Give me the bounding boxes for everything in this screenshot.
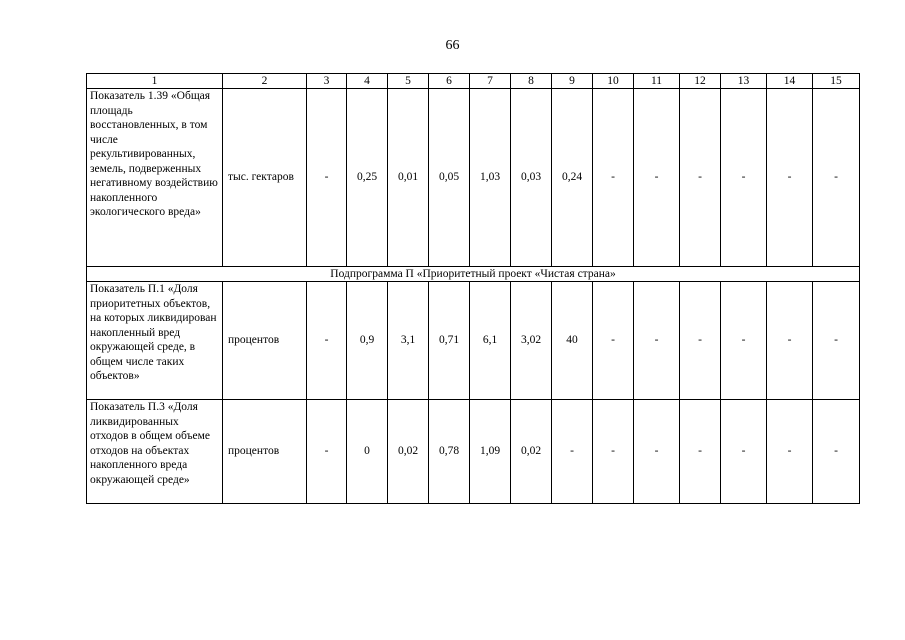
value-cell: - <box>680 400 721 504</box>
column-number-cell: 12 <box>680 74 721 89</box>
value-cell: - <box>634 400 680 504</box>
value-cell: 0,9 <box>347 282 388 400</box>
value-cell: - <box>593 282 634 400</box>
column-number-cell: 11 <box>634 74 680 89</box>
section-row <box>87 267 860 282</box>
indicators-table <box>86 73 860 504</box>
value-cell: - <box>307 400 347 504</box>
value-cell: - <box>767 282 813 400</box>
section-title: Подпрограмма П «Приоритетный проект «Чистая страна» <box>87 267 860 282</box>
column-number-cell: 10 <box>593 74 634 89</box>
table-row <box>87 282 860 400</box>
value-cell: - <box>813 400 860 504</box>
value-cell: 0,03 <box>511 89 552 267</box>
column-number-cell: 15 <box>813 74 860 89</box>
value-cell: 1,03 <box>470 89 511 267</box>
indicator-unit: тыс. гектаров <box>223 89 307 267</box>
value-cell: - <box>634 282 680 400</box>
column-number-cell: 1 <box>87 74 223 89</box>
column-number-cell: 5 <box>388 74 429 89</box>
value-cell: 0 <box>347 400 388 504</box>
value-cell: - <box>593 89 634 267</box>
column-number-cell: 4 <box>347 74 388 89</box>
value-cell: 0,25 <box>347 89 388 267</box>
value-cell: 0,24 <box>552 89 593 267</box>
column-number-cell: 3 <box>307 74 347 89</box>
value-cell: 0,02 <box>388 400 429 504</box>
value-cell: - <box>680 282 721 400</box>
value-cell: 6,1 <box>470 282 511 400</box>
column-number-cell: 6 <box>429 74 470 89</box>
value-cell: 1,09 <box>470 400 511 504</box>
value-cell: - <box>552 400 593 504</box>
indicator-name: Показатель 1.39 «Общая площадь восстановленных, в том числе рекультивированных, земель, подверженных негативному воздействию накопленного экологического вреда» <box>87 89 223 267</box>
column-number-cell: 14 <box>767 74 813 89</box>
column-number-cell: 9 <box>552 74 593 89</box>
value-cell: 3,1 <box>388 282 429 400</box>
column-number-cell: 7 <box>470 74 511 89</box>
value-cell: 40 <box>552 282 593 400</box>
column-number-cell: 8 <box>511 74 552 89</box>
value-cell: - <box>634 89 680 267</box>
value-cell: - <box>767 400 813 504</box>
value-cell: - <box>721 89 767 267</box>
table-row <box>87 89 860 267</box>
indicator-name: Показатель П.3 «Доля ликвидированных отходов в общем объеме отходов на объектах накопленного вреда окружающей среде» <box>87 400 223 504</box>
value-cell: 0,01 <box>388 89 429 267</box>
value-cell: 0,78 <box>429 400 470 504</box>
value-cell: - <box>767 89 813 267</box>
indicator-unit: процентов <box>223 282 307 400</box>
value-cell: - <box>813 89 860 267</box>
value-cell: 0,02 <box>511 400 552 504</box>
value-cell: - <box>813 282 860 400</box>
value-cell: 0,71 <box>429 282 470 400</box>
indicator-name: Показатель П.1 «Доля приоритетных объектов, на которых ликвидирован накопленный вред окружающей среде, в общем числе таких объектов» <box>87 282 223 400</box>
column-number-cell: 13 <box>721 74 767 89</box>
column-number-row <box>87 74 860 89</box>
value-cell: 3,02 <box>511 282 552 400</box>
value-cell: - <box>307 89 347 267</box>
value-cell: - <box>721 400 767 504</box>
table-row <box>87 400 860 504</box>
value-cell: - <box>721 282 767 400</box>
indicator-unit: процентов <box>223 400 307 504</box>
value-cell: - <box>680 89 721 267</box>
value-cell: - <box>593 400 634 504</box>
column-number-cell: 2 <box>223 74 307 89</box>
value-cell: 0,05 <box>429 89 470 267</box>
page-number: 66 <box>445 38 460 53</box>
value-cell: - <box>307 282 347 400</box>
